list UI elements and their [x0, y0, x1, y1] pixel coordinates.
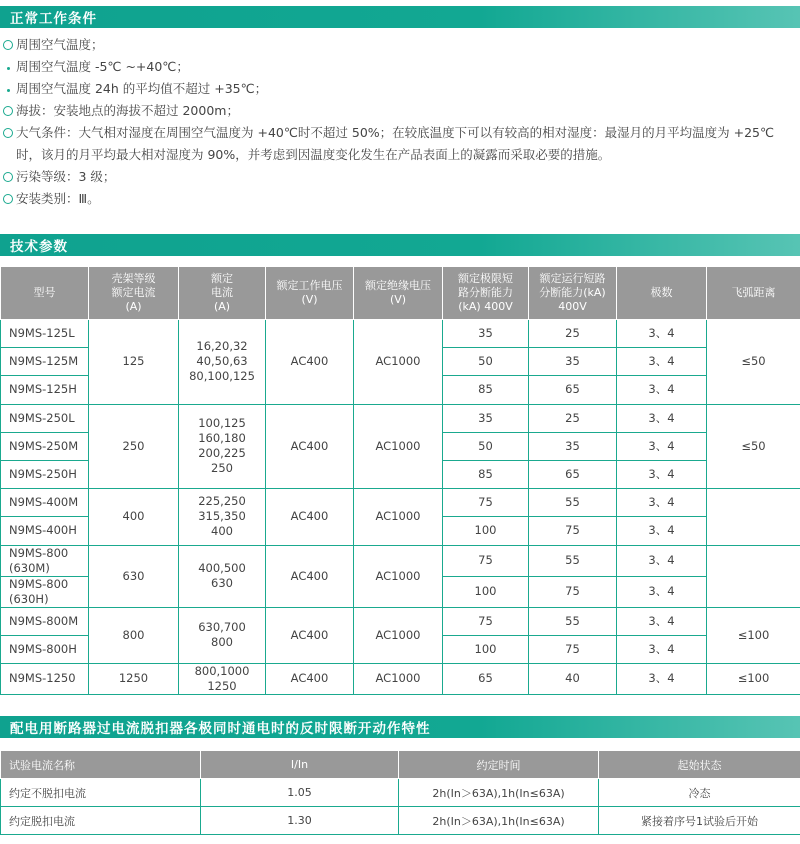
section-bar-conditions [0, 6, 800, 28]
header-line: 电流 [211, 286, 233, 299]
model-line: (630M) [9, 560, 50, 575]
cell-poles: 3、4 [617, 635, 707, 663]
cell-rated-current [179, 663, 266, 694]
cell-frame-current: 400 [89, 489, 179, 545]
header-line: (V) [301, 293, 318, 306]
header-line: 壳架等级 [111, 272, 156, 285]
condition-item [0, 56, 800, 78]
model-line: N9MS-800 [9, 576, 69, 591]
cell-poles: 3、4 [617, 607, 707, 635]
dot-bullet-icon [7, 89, 10, 92]
cell-poles: 3、4 [617, 576, 707, 607]
cell-ics: 55 [529, 489, 617, 517]
condition-text: 污染等级：3 级； [16, 169, 116, 184]
cell-frame-current: 800 [89, 607, 179, 663]
circle-bullet-icon [3, 194, 13, 204]
cell-poles: 3、4 [617, 460, 707, 488]
model-line: N9MS-250H [9, 467, 77, 482]
circle-bullet-icon [3, 106, 13, 116]
cell-poles: 3、4 [617, 404, 707, 432]
cell-icu: 75 [443, 607, 529, 635]
cell-ics: 55 [529, 607, 617, 635]
th-rated [179, 267, 266, 320]
trip-characteristic-table [0, 750, 800, 835]
rated-line: 400 [211, 524, 233, 539]
cell-poles: 3、4 [617, 489, 707, 517]
cell-insulation: AC1000 [354, 663, 443, 694]
curve-cell: 约定脱扣电流 [1, 807, 201, 835]
curve-cell: 紧接着序号1试验后开始 [599, 807, 800, 835]
cell-model [1, 576, 89, 607]
cell-poles: 3、4 [617, 432, 707, 460]
section-bar-bg [0, 6, 800, 28]
model-line: N9MS-400M [9, 495, 79, 510]
rated-line: 40,50,63 [196, 354, 248, 369]
rated-line: 315,350 [198, 509, 246, 524]
cell-icu: 50 [443, 348, 529, 376]
table-row [1, 320, 800, 348]
table-row [1, 489, 800, 517]
header-line: (A) [125, 300, 142, 313]
rated-line: 160,180 [198, 431, 246, 446]
table-row [1, 779, 800, 807]
condition-text: 安装类别：Ⅲ。 [16, 191, 100, 206]
cell-rated-current [179, 607, 266, 663]
cell-arc [707, 545, 800, 607]
condition-marker [0, 100, 16, 116]
th-voltage [266, 267, 354, 320]
header-line: 分断能力(kA) [539, 286, 606, 299]
cell-model [1, 489, 89, 517]
cell-poles: 3、4 [617, 348, 707, 376]
cell-insulation: AC1000 [354, 489, 443, 545]
header-line: 额定工作电压 [276, 279, 343, 292]
cell-poles: 3、4 [617, 545, 707, 576]
cell-poles: 3、4 [617, 517, 707, 545]
cell-icu: 75 [443, 489, 529, 517]
cell-voltage: AC400 [266, 489, 354, 545]
rated-line: 16,20,32 [196, 339, 248, 354]
cell-ics: 75 [529, 576, 617, 607]
cell-icu: 100 [443, 517, 529, 545]
header-line: (V) [389, 293, 407, 306]
cell-rated-current [179, 489, 266, 545]
cell-icu: 50 [443, 432, 529, 460]
rated-line: 630,700 [198, 620, 246, 635]
condition-text: 周围空气温度 -5℃ ~+40℃； [16, 59, 189, 74]
rated-line: 225,250 [198, 494, 246, 509]
th-insulation [354, 267, 443, 320]
cell-insulation: AC1000 [354, 545, 443, 607]
cell-ics: 75 [529, 517, 617, 545]
cell-icu: 35 [443, 404, 529, 432]
conditions-list [0, 34, 800, 210]
rated-line: 80,100,125 [189, 369, 255, 384]
cell-ics: 25 [529, 320, 617, 348]
model-line: N9MS-125L [9, 326, 75, 341]
cell-icu: 100 [443, 635, 529, 663]
cell-ics: 55 [529, 545, 617, 576]
cell-voltage: AC400 [266, 320, 354, 405]
cell-voltage: AC400 [266, 663, 354, 694]
model-line: N9MS-800H [9, 641, 77, 656]
condition-text: 大气条件：大气相对湿度在周围空气温度为 +40℃时不超过 50%；在较底温度下可以有较高的相对湿度：最湿月的月平均温度为 +25℃时，该月的月平均最大相对湿度为 90%，并考虑到因温度变化发生在产品表面上的凝露而采取必要的措施。 [16, 125, 775, 162]
header-line: 额定极限短 [458, 272, 513, 285]
curve-cell: 2h(In＞63A),1h(In≤63A) [399, 807, 599, 835]
table-row [1, 663, 800, 694]
circle-bullet-icon [3, 128, 13, 138]
section-bar-bg [0, 234, 800, 256]
model-line: N9MS-800 [9, 545, 69, 560]
th-frame [89, 267, 179, 320]
cell-icu: 35 [443, 320, 529, 348]
circle-bullet-icon [3, 172, 13, 182]
th-icu [443, 267, 529, 320]
cell-icu: 100 [443, 576, 529, 607]
condition-marker [0, 188, 16, 204]
dot-bullet-icon [7, 67, 10, 70]
cell-frame-current: 250 [89, 404, 179, 489]
condition-text: 海拔：安装地点的海拔不超过 2000m； [16, 103, 239, 118]
table-row [1, 404, 800, 432]
rated-line: 1250 [207, 678, 237, 693]
condition-marker [0, 78, 16, 92]
table-row [1, 607, 800, 635]
cell-voltage: AC400 [266, 404, 354, 489]
rated-line: 400,500 [198, 561, 246, 575]
cell-ics: 75 [529, 635, 617, 663]
condition-item [0, 34, 800, 56]
cell-ics: 25 [529, 404, 617, 432]
section-title-conditions: 正常工作条件 [10, 11, 97, 27]
cell-frame-current: 1250 [89, 663, 179, 694]
cell-ics: 40 [529, 663, 617, 694]
model-line: N9MS-125H [9, 382, 77, 397]
cell-model [1, 607, 89, 635]
section-title-params: 技术参数 [10, 239, 68, 255]
th-model: 型号 [1, 267, 89, 320]
header-line: 额定 [211, 272, 233, 285]
condition-marker [0, 166, 16, 182]
condition-marker [0, 56, 16, 70]
cell-frame-current: 630 [89, 545, 179, 607]
cell-rated-current [179, 404, 266, 489]
tech-header-row [1, 267, 800, 320]
cell-poles: 3、4 [617, 320, 707, 348]
cell-icu: 75 [443, 545, 529, 576]
rated-line: 250 [211, 461, 233, 476]
curve-cell: 1.30 [201, 807, 399, 835]
cell-model [1, 635, 89, 663]
cell-ics: 65 [529, 376, 617, 404]
cell-model [1, 348, 89, 376]
th-arc: 飞弧距离 [707, 267, 800, 320]
table-row [1, 545, 800, 576]
th-agreed-time: 约定时间 [399, 751, 599, 779]
cell-arc: ≤50 [707, 320, 800, 405]
cell-voltage: AC400 [266, 545, 354, 607]
cell-icu: 65 [443, 663, 529, 694]
curve-cell: 约定不脱扣电流 [1, 779, 201, 807]
cell-model [1, 404, 89, 432]
header-line: (kA) 400V [458, 300, 513, 313]
model-line: N9MS-1250 [9, 671, 76, 686]
condition-item [0, 166, 800, 188]
cell-arc: ≤100 [707, 607, 800, 663]
rated-line: 100,125 [198, 416, 246, 431]
cell-model [1, 545, 89, 576]
condition-item [0, 78, 800, 100]
model-line: N9MS-250M [9, 438, 79, 453]
cell-rated-current [179, 545, 266, 607]
condition-item [0, 100, 800, 122]
cell-ics: 65 [529, 460, 617, 488]
condition-item [0, 122, 800, 166]
header-line: 路分断能力 [458, 286, 513, 299]
condition-text: 周围空气温度； [16, 37, 104, 52]
cell-rated-current [179, 320, 266, 405]
rated-line: 800 [211, 635, 233, 650]
tech-params-table [0, 266, 800, 695]
th-poles: 极数 [617, 267, 707, 320]
th-initial-state: 起始状态 [599, 751, 800, 779]
cell-ics: 35 [529, 432, 617, 460]
cell-frame-current: 125 [89, 320, 179, 405]
rated-line: 800,1000 [194, 663, 250, 678]
cell-model [1, 432, 89, 460]
curve-cell: 冷态 [599, 779, 800, 807]
section-title-curve: 配电用断路器过电流脱扣器各极同时通电时的反时限断开动作特性 [10, 721, 431, 737]
header-line: 额定运行短路 [539, 272, 606, 285]
cell-insulation: AC1000 [354, 607, 443, 663]
model-line: (630H) [9, 591, 49, 606]
section-bar-curve [0, 716, 800, 738]
cell-model [1, 517, 89, 545]
circle-bullet-icon [3, 40, 13, 50]
cell-insulation: AC1000 [354, 404, 443, 489]
model-line: N9MS-250L [9, 410, 75, 425]
condition-marker [0, 34, 16, 50]
th-ratio: I/In [201, 751, 399, 779]
cell-arc: ≤100 [707, 663, 800, 694]
cell-arc: ≤50 [707, 404, 800, 489]
th-test-current: 试验电流名称 [1, 751, 201, 779]
rated-line: 200,225 [198, 446, 246, 461]
th-ics [529, 267, 617, 320]
model-line: N9MS-400H [9, 523, 77, 538]
header-line: 额定绝缘电压 [365, 279, 431, 292]
header-line: (A) [213, 300, 231, 313]
curve-cell: 2h(In＞63A),1h(In≤63A) [399, 779, 599, 807]
condition-text: 周围空气温度 24h 的平均值不超过 +35℃； [16, 81, 268, 96]
condition-marker [0, 122, 16, 138]
table-row [1, 807, 800, 835]
cell-voltage: AC400 [266, 607, 354, 663]
model-line: N9MS-125M [9, 354, 79, 369]
rated-line: 630 [211, 576, 233, 590]
cell-model [1, 460, 89, 488]
curve-header-row [1, 751, 800, 779]
header-line: 额定电流 [111, 286, 156, 299]
condition-item [0, 188, 800, 210]
model-line: N9MS-800M [9, 613, 79, 628]
header-line: 400V [558, 300, 587, 313]
cell-poles: 3、4 [617, 663, 707, 694]
cell-model [1, 320, 89, 348]
curve-cell: 1.05 [201, 779, 399, 807]
cell-model [1, 663, 89, 694]
cell-ics: 35 [529, 348, 617, 376]
cell-arc [707, 489, 800, 545]
cell-insulation: AC1000 [354, 320, 443, 405]
cell-model [1, 376, 89, 404]
cell-icu: 85 [443, 376, 529, 404]
cell-icu: 85 [443, 460, 529, 488]
section-bar-params [0, 234, 800, 256]
cell-poles: 3、4 [617, 376, 707, 404]
